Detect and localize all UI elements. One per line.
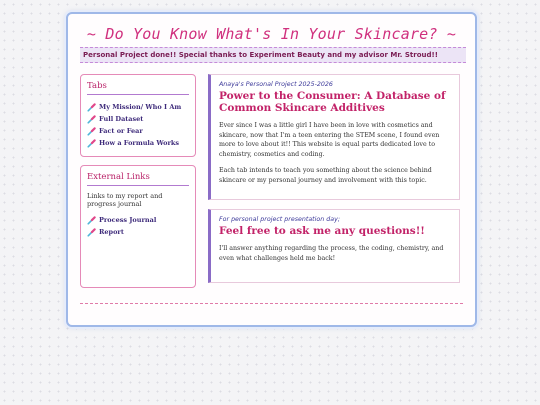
pipette-icon (87, 228, 96, 237)
nav-item-label[interactable]: How a Formula Works (99, 139, 180, 147)
intro-post (208, 74, 460, 200)
post-subtitle: Anaya's Personal Project 2025-2026 (219, 81, 333, 88)
link-label[interactable]: Process Journal (99, 216, 157, 224)
external-links-panel (80, 165, 196, 288)
nav-item-label[interactable]: Full Dataset (99, 115, 144, 123)
nav-item-full-dataset[interactable] (87, 113, 189, 125)
post-paragraph: Each tab intends to teach you something about the science behind skincare or my personal journey and involvement with this topic. (219, 167, 432, 184)
post-paragraph: Ever since I was a little girl I have been in love with cosmetics and skincare, now that I'm a teen entering the STEM scene, I found even more to love about it!! This website is equal parts dedicated love to chemistry, cosmetics and coding. (219, 122, 440, 158)
pipette-icon (87, 139, 96, 148)
post-subtitle: For personal project presentation day; (219, 216, 340, 223)
external-links-description: Links to my report and progress journal (87, 192, 163, 208)
site-title: ~ Do You Know What's In Your Skincare? ~ (86, 25, 457, 43)
page-frame (66, 12, 477, 327)
external-links-heading: External Links (87, 172, 189, 186)
nav-item-my-mission[interactable] (87, 101, 189, 113)
nav-item-how-a-formula-works[interactable] (87, 137, 189, 149)
link-report[interactable] (87, 226, 189, 238)
link-process-journal[interactable] (87, 214, 189, 226)
nav-item-label[interactable]: Fact or Fear (99, 127, 143, 135)
nav-item-label[interactable]: My Mission/ Who I Am (99, 103, 182, 111)
post-title: Feel free to ask me any questions!! (219, 225, 425, 237)
footer-divider (80, 303, 463, 304)
nav-item-fact-or-fear[interactable] (87, 125, 189, 137)
tabs-heading: Tabs (87, 81, 189, 95)
questions-post (208, 209, 460, 283)
pipette-icon (87, 127, 96, 136)
link-label[interactable]: Report (99, 228, 124, 236)
tabs-panel (80, 74, 196, 157)
pipette-icon (87, 216, 96, 225)
post-paragraph: I'll answer anything regarding the process, the coding, chemistry, and even what challenges held me back! (219, 245, 444, 262)
pipette-icon (87, 115, 96, 124)
announcement-banner: Personal Project done!! Special thanks to Experiment Beauty and my advisor Mr. Stroud!! (80, 47, 466, 63)
pipette-icon (87, 103, 96, 112)
post-title: Power to the Consumer: A Database of Common Skincare Additives (219, 90, 446, 114)
